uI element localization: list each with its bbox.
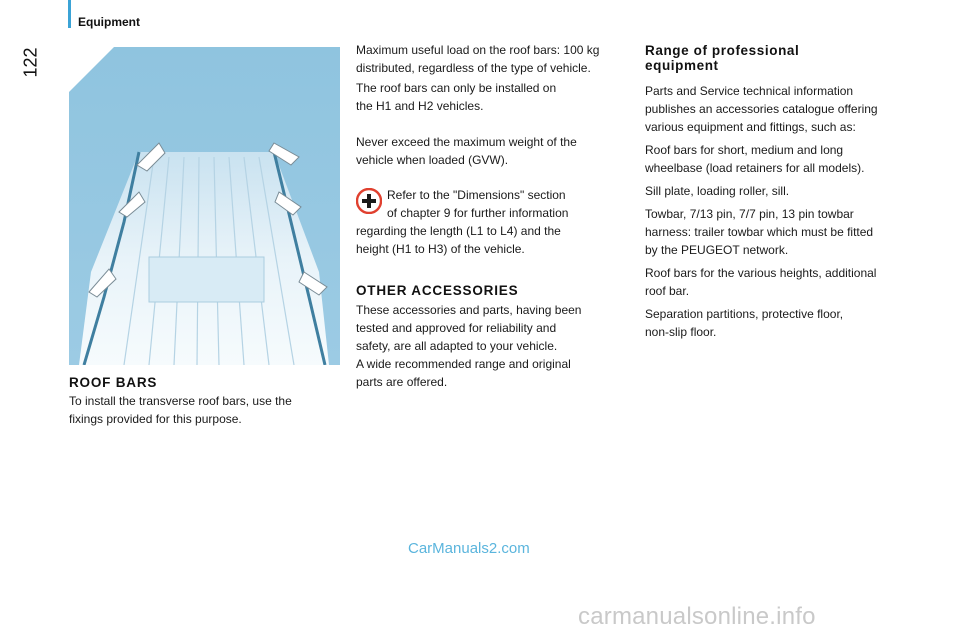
- info-line: Refer to the "Dimensions" section: [387, 188, 566, 202]
- other-line: parts are offered.: [356, 375, 448, 389]
- roof-bars-line: fixings provided for this purpose.: [69, 412, 242, 426]
- other-line: A wide recommended range and original: [356, 357, 571, 371]
- roof-bars-line: To install the transverse roof bars, use the: [69, 394, 292, 408]
- range-line: Towbar, 7/13 pin, 7/7 pin, 13 pin towbar: [645, 207, 854, 221]
- page-number-text: 122: [20, 47, 41, 78]
- range-line: by the PEUGEOT network.: [645, 243, 789, 257]
- weight-line: vehicle when loaded (GVW).: [356, 153, 509, 167]
- info-line: of chapter 9 for further information: [387, 206, 569, 220]
- other-line: tested and approved for reliability and: [356, 321, 557, 335]
- roof-bars-heading: ROOF BARS: [69, 375, 158, 390]
- watermark-link[interactable]: CarManuals2.com: [408, 540, 530, 557]
- range-heading: [645, 43, 885, 73]
- range-text: [645, 82, 920, 346]
- max-load-line: distributed, regardless of the type of vehicle.: [356, 61, 591, 75]
- range-line: non-slip floor.: [645, 325, 717, 339]
- range-heading-line: equipment: [645, 58, 719, 73]
- install-line: The roof bars can only be installed on: [356, 81, 557, 95]
- range-line: Separation partitions, protective floor,: [645, 307, 844, 321]
- install-line: the H1 and H2 vehicles.: [356, 99, 484, 113]
- range-paragraph: [645, 205, 920, 259]
- install-note: [356, 79, 616, 115]
- range-line: harness: trailer towbar which must be fitted: [645, 225, 874, 239]
- range-paragraph: [645, 82, 920, 136]
- range-paragraph: [645, 182, 920, 200]
- range-line: Roof bars for short, medium and long: [645, 143, 844, 157]
- other-line: These accessories and parts, having been: [356, 303, 582, 317]
- max-load-note: [356, 41, 631, 77]
- van-roof-photo: [69, 47, 340, 365]
- other-line: safety, are all adapted to your vehicle.: [356, 339, 558, 353]
- range-paragraph: [645, 141, 920, 177]
- range-paragraph: [645, 264, 920, 300]
- info-line: height (H1 to H3) of the vehicle.: [356, 242, 525, 256]
- range-paragraph: [645, 305, 920, 341]
- section-title: Equipment: [78, 15, 140, 29]
- weight-note: [356, 133, 621, 169]
- other-accessories-text: [356, 301, 626, 391]
- max-load-line: Maximum useful load on the roof bars: 100 kg: [356, 43, 600, 57]
- weight-line: Never exceed the maximum weight of the: [356, 135, 577, 149]
- range-line: roof bar.: [645, 284, 690, 298]
- range-line: Sill plate, loading roller, sill.: [645, 184, 790, 198]
- range-line: Parts and Service technical information: [645, 84, 854, 98]
- roof-bars-text: [69, 392, 339, 428]
- range-line: publishes an accessories catalogue offering: [645, 102, 878, 116]
- dimensions-info: [356, 186, 616, 258]
- accent-bar: [68, 0, 71, 28]
- other-accessories-heading: OTHER ACCESSORIES: [356, 283, 519, 298]
- range-heading-line: Range of professional: [645, 43, 800, 58]
- page-number: [22, 42, 50, 82]
- range-line: Roof bars for the various heights, additional: [645, 266, 877, 280]
- range-line: various equipment and fittings, such as:: [645, 120, 856, 134]
- range-line: wheelbase (load retainers for all models).: [645, 161, 865, 175]
- watermark-footer: carmanualsonline.info: [578, 603, 816, 630]
- info-line: regarding the length (L1 to L4) and the: [356, 224, 561, 238]
